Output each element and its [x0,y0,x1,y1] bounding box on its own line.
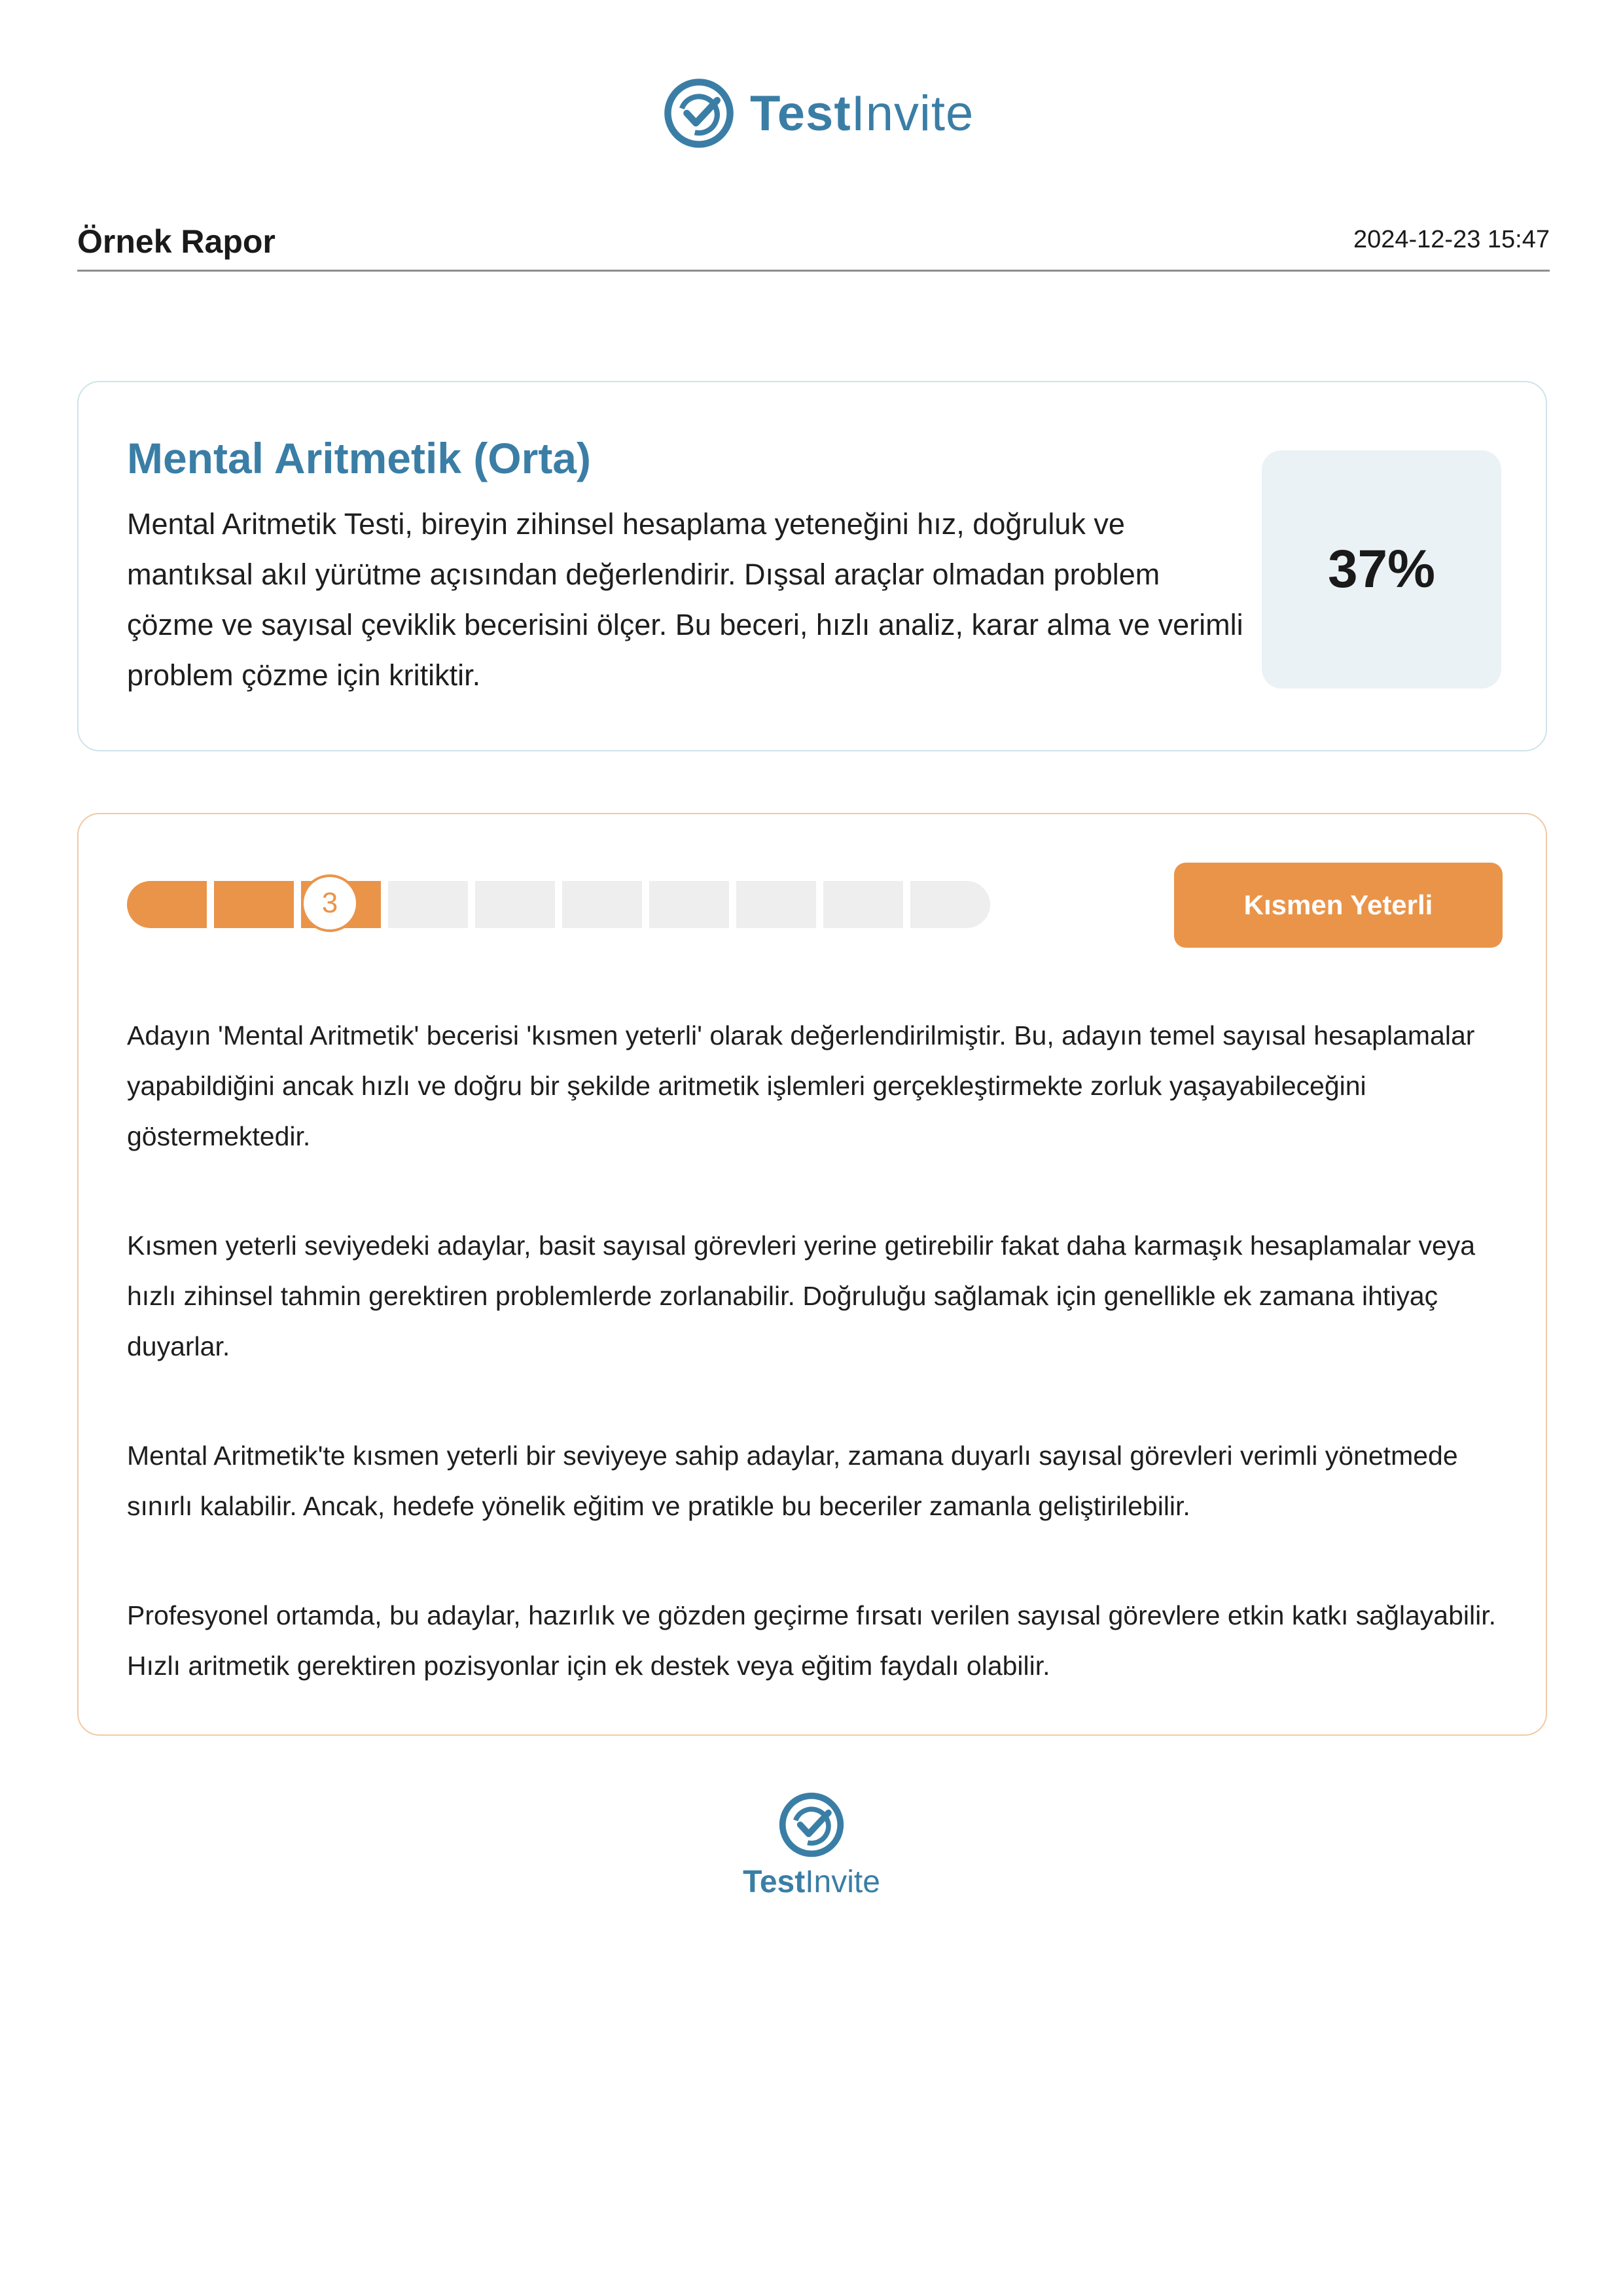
footer-brand-name: TestInvite [743,1865,880,1899]
result-paragraph: Kısmen yeterli seviyedeki adaylar, basit sayısal görevleri yerine getirebilir fakat daha karmaşık hesaplamalar veya hızlı zihinsel tahmin gerektiren problemlerde zorlanabilir. Doğruluğu sağlamak için genellikle ek zamana ihtiyaç duyarlar. [127,1230,1476,1361]
level-marker: 3 [301,874,359,932]
level-segment [388,881,468,928]
report-title: Örnek Rapor [77,223,276,260]
test-description: Mental Aritmetik Testi, bireyin zihinsel hesaplama yeteneğini hız, doğruluk ve mantıksal akıl yürütme açısından değerlendirir. Dışsal araçlar olmadan problem çözme ve sayısal çeviklik becerisini ölçer. Bu beceri, hızlı analiz, karar alma ve verimli problem çözme için kritiktir. [127,507,1243,692]
report-date: 2024-12-23 15:47 [1353,226,1550,253]
result-paragraph: Mental Aritmetik'te kısmen yeterli bir seviyeye sahip adaylar, zamana duyarlı sayısal görevleri verimli yönetmede sınırlı kalabilir. Ancak, hedefe yönelik eğitim ve pratikle bu beceriler zamanla geliştirilebilir. [127,1441,1458,1521]
header-divider [77,270,1550,272]
level-segment [736,881,816,928]
test-summary-card [77,381,1547,751]
level-label-badge: Kısmen Yeterli [1174,863,1503,948]
level-segment [910,881,990,928]
level-segment [562,881,642,928]
level-segment [214,881,294,928]
level-segment [475,881,555,928]
footer-logo [738,1789,885,1900]
result-card [77,813,1547,1736]
check-badge-icon [776,1789,847,1860]
level-segment [649,881,729,928]
result-paragraph: Profesyonel ortamda, bu adaylar, hazırlık ve gözden geçirme fırsatı verilen sayısal görevlere etkin katkı sağlayabilir. Hızlı aritmetik gerektiren pozisyonlar için ek destek veya eğitim faydalı olabilir. [127,1600,1497,1681]
level-bar [127,881,992,928]
level-segment [127,881,207,928]
score-badge [1262,450,1501,689]
level-segment [823,881,903,928]
header-logo [661,75,974,151]
brand-name: TestInvite [750,85,974,141]
check-badge-icon [661,75,737,151]
score-value: 37% [1327,539,1436,599]
result-paragraph: Adayın 'Mental Aritmetik' becerisi 'kısmen yeterli' olarak değerlendirilmiştir. Bu, adayın temel sayısal hesaplamalar yapabildiğini ancak hızlı ve doğru bir şekilde aritmetik işlemleri gerçekleştirmekte zorluk yaşayabileceğini göstermektedir. [127,1020,1475,1151]
test-title: Mental Aritmetik (Orta) [127,434,591,482]
